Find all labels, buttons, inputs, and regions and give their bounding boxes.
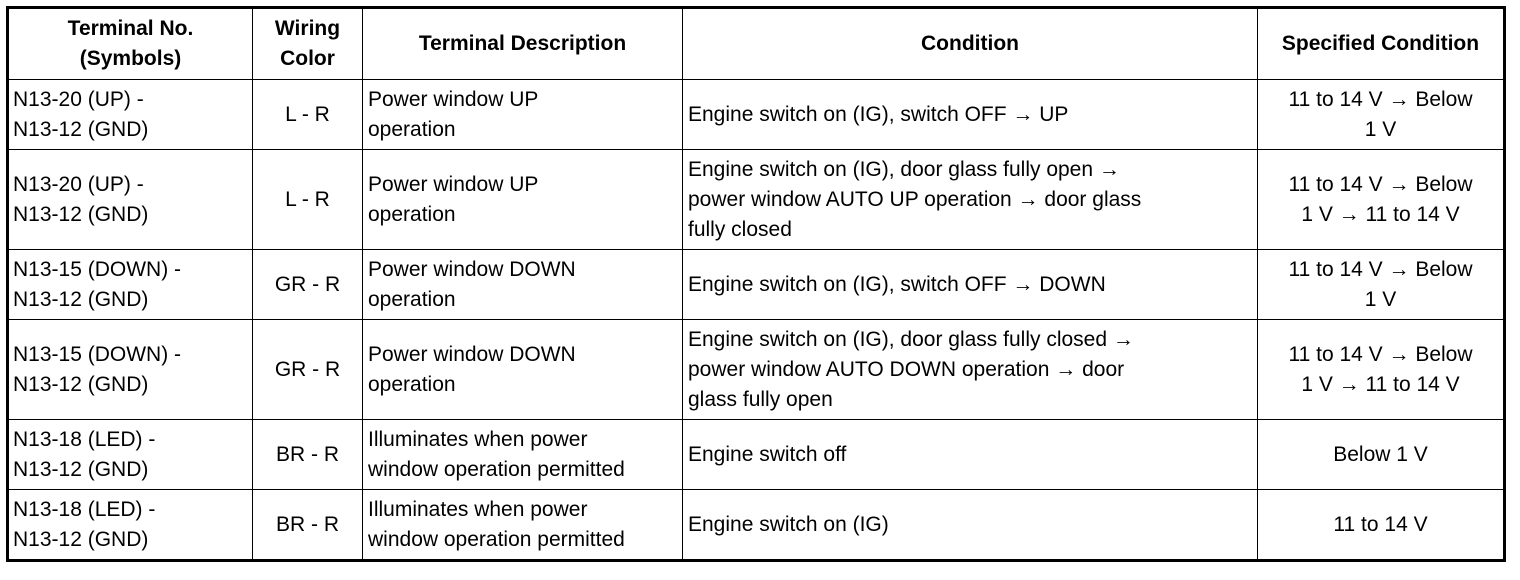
cell-description-line: operation [368,372,456,396]
cell-condition [683,320,1258,420]
cell-description-line: Power window DOWN [368,257,576,281]
cell-condition [683,490,1258,561]
header-specified-condition-line1: Specified Condition [1281,32,1480,55]
cell-condition [683,150,1258,250]
cell-description [363,150,683,250]
cell-condition-line: Engine switch on (IG) [688,512,889,536]
table-row [8,420,1505,490]
header-terminal-no-line1: Terminal No. [67,17,194,40]
cell-terminal [8,320,253,420]
cell-wiring-color: L - R [253,80,363,150]
cell-specified-line: 1 V → 11 to 14 V [1301,202,1460,226]
cell-description [363,420,683,490]
cell-description [363,80,683,150]
cell-condition-line: fully closed [688,217,792,241]
header-terminal-description-line1: Terminal Description [418,32,627,55]
cell-description-line: window operation permitted [368,457,625,481]
header-specified-condition [1258,8,1505,80]
cell-terminal-line: N13-12 (GND) [13,117,149,141]
cell-terminal-line: N13-20 (UP) - [13,172,144,196]
cell-description [363,320,683,420]
header-row [8,8,1505,80]
spec-table-container [6,6,1506,562]
cell-condition-line: Engine switch on (IG), switch OFF → DOWN [688,272,1106,296]
cell-wiring-color: L - R [253,150,363,250]
header-terminal-no [8,8,253,80]
table-row [8,80,1505,150]
table-row [8,490,1505,561]
header-condition [683,8,1258,80]
cell-condition-line: Engine switch on (IG), switch OFF → UP [688,102,1069,126]
table-row [8,150,1505,250]
cell-condition [683,420,1258,490]
cell-description-line: operation [368,117,456,141]
cell-specified-condition [1258,150,1505,250]
cell-specified-line: 1 V [1364,117,1397,141]
header-wiring-color [253,8,363,80]
cell-condition-line: power window AUTO UP operation → door glass [688,187,1142,211]
cell-description-line: Illuminates when power [368,427,588,451]
header-wiring-color-line2: Color [280,47,335,70]
cell-specified-line: 11 to 14 V → Below [1288,172,1473,196]
cell-terminal-line: N13-12 (GND) [13,527,149,551]
cell-terminal-line: N13-12 (GND) [13,287,149,311]
cell-terminal-line: N13-18 (LED) - [13,427,156,451]
table-header [8,8,1505,80]
cell-condition [683,250,1258,320]
cell-specified-condition [1258,490,1505,561]
cell-description-line: Power window DOWN [368,342,576,366]
cell-specified-line: 11 to 14 V → Below [1288,87,1473,111]
cell-wiring-color: BR - R [253,420,363,490]
terminal-spec-table [6,6,1506,562]
cell-terminal [8,420,253,490]
header-condition-line1: Condition [921,32,1019,55]
table-row [8,320,1505,420]
cell-description [363,250,683,320]
cell-specified-condition [1258,80,1505,150]
cell-description-line: operation [368,202,456,226]
cell-wiring-color: GR - R [253,320,363,420]
cell-terminal-line: N13-12 (GND) [13,202,149,226]
cell-description-line: Power window UP [368,172,539,196]
cell-terminal-line: N13-18 (LED) - [13,497,156,521]
cell-description-line: window operation permitted [368,527,625,551]
table-row [8,250,1505,320]
cell-wiring-color: BR - R [253,490,363,561]
cell-terminal-line: N13-20 (UP) - [13,87,144,111]
cell-terminal [8,490,253,561]
cell-specified-line: Below 1 V [1333,442,1428,466]
cell-condition-line: Engine switch on (IG), door glass fully open → [688,157,1120,181]
cell-specified-line: 11 to 14 V → Below [1288,257,1473,281]
cell-specified-condition [1258,250,1505,320]
table-body [8,80,1505,561]
cell-condition-line: Engine switch on (IG), door glass fully closed → [688,327,1134,351]
header-wiring-color-line1: Wiring [274,17,341,40]
cell-terminal-line: N13-15 (DOWN) - [13,342,182,366]
cell-terminal [8,250,253,320]
cell-description-line: Power window UP [368,87,539,111]
header-terminal-no-line2: (Symbols) [79,47,182,70]
cell-condition-line: glass fully open [688,387,833,411]
cell-terminal [8,150,253,250]
cell-specified-line: 1 V → 11 to 14 V [1301,372,1460,396]
cell-specified-line: 11 to 14 V → Below [1288,342,1473,366]
cell-specified-condition [1258,320,1505,420]
cell-description-line: operation [368,287,456,311]
cell-condition-line: power window AUTO DOWN operation → door [688,357,1125,381]
cell-specified-line: 11 to 14 V [1333,512,1428,536]
cell-terminal [8,80,253,150]
cell-terminal-line: N13-12 (GND) [13,457,149,481]
cell-terminal-line: N13-12 (GND) [13,372,149,396]
cell-description-line: Illuminates when power [368,497,588,521]
cell-specified-line: 1 V [1364,287,1397,311]
cell-condition-line: Engine switch off [688,442,847,466]
cell-specified-condition [1258,420,1505,490]
cell-wiring-color: GR - R [253,250,363,320]
cell-condition [683,80,1258,150]
cell-description [363,490,683,561]
header-terminal-description [363,8,683,80]
cell-terminal-line: N13-15 (DOWN) - [13,257,182,281]
